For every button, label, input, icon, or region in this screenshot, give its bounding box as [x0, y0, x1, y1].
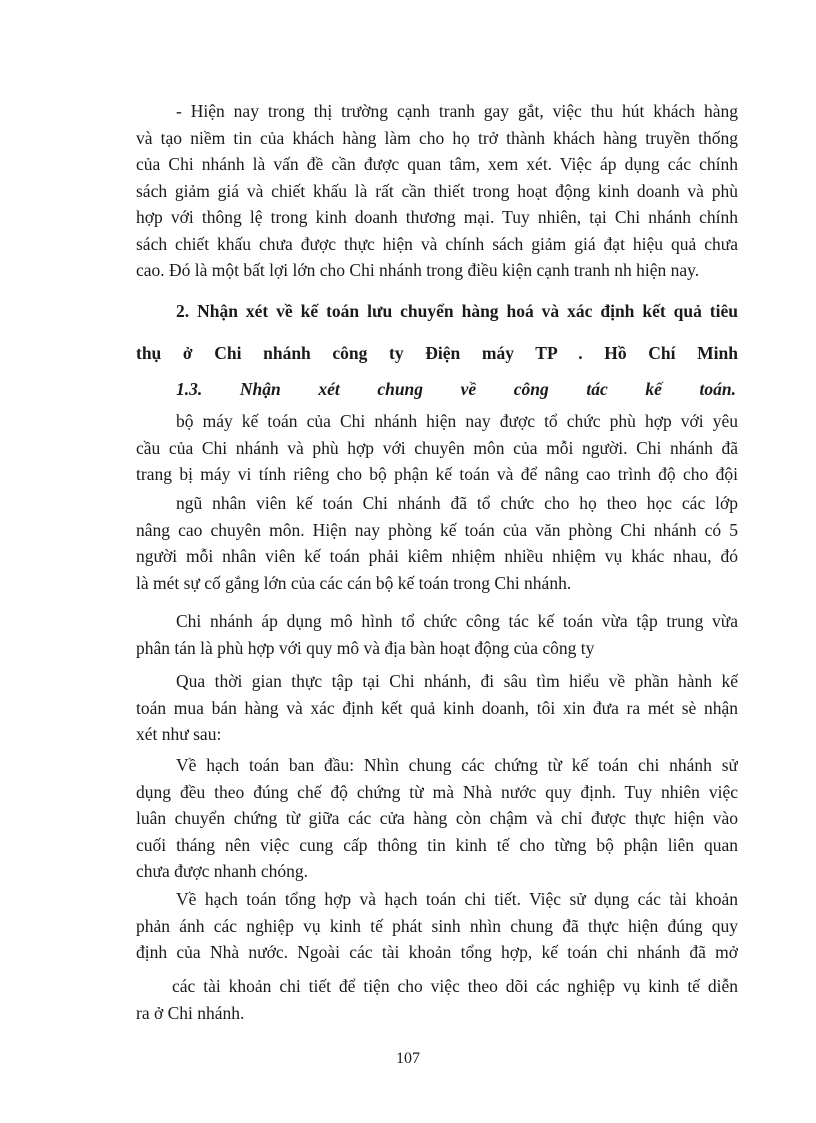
- text-line: xét như sau:: [136, 724, 222, 744]
- paragraph-competition: [136, 98, 738, 284]
- text-line: cao. Đó là một bất lợi lớn cho Chi nhánh trong điều kiện cạnh tranh nh hiện nay.: [136, 260, 700, 280]
- paragraph-detail-accounts: [136, 973, 738, 1026]
- text-line: Qua thời gian thực tập tại Chi nhánh, đi sâu tìm hiểu về phần hành kế: [176, 671, 738, 691]
- paragraph-staff: [136, 490, 738, 596]
- text-line: cầu của Chi nhánh và phù hợp với chuyên môn của mỗi người. Chi nhánh đã: [136, 437, 738, 458]
- text-line: Về hạch toán ban đầu: Nhìn chung các chứng từ kế toán chi nhánh sử: [176, 755, 738, 775]
- text-line: sách chiết khấu chưa được thực hiện và chính sách giảm giá đạt hiệu quả chưa: [136, 233, 738, 254]
- heading-line: 2. Nhận xét về kế toán lưu chuyển hàng hoá và xác định kết quả tiêu: [176, 301, 738, 321]
- text-line: của Chi nhánh là vấn đề cần được quan tâm, xem xét. Việc áp dụng các chính: [136, 154, 738, 174]
- text-line: định của Nhà nước. Ngoài các tài khoản tổng hợp, kế toán chi nhánh đã mở: [136, 942, 738, 962]
- text-line: phản ánh các nghiệp vụ kinh tế phát sinh nhìn chung đã thực hiện đúng quy: [136, 915, 738, 936]
- text-line: bộ máy kế toán của Chi nhánh hiện nay được tổ chức phù hợp với yêu: [176, 411, 738, 431]
- text-line: Về hạch toán tổng hợp và hạch toán chi tiết. Việc sử dụng các tài khoản: [176, 889, 738, 909]
- paragraph-model: [136, 608, 738, 661]
- paragraph-initial-accounting: [136, 752, 738, 885]
- text-line: trang bị máy vi tính riêng cho bộ phận kế toán và để nâng cao trình độ cho đội: [136, 464, 738, 484]
- paragraph-general-accounting: [136, 886, 738, 966]
- text-line: phân tán là phù hợp với quy mô và địa bàn hoạt động của công ty: [136, 637, 595, 658]
- text-line: nâng cao chuyên môn. Hiện nay phòng kế toán của văn phòng Chi nhánh có 5: [136, 519, 738, 540]
- subsection-heading: [176, 376, 736, 402]
- paragraph-accounting-structure: [136, 408, 738, 488]
- text-line: hợp với thông lệ trong kinh doanh thương mại. Tuy nhiên, tại Chi nhánh chính: [136, 207, 738, 227]
- text-line: người mỗi nhân viên kế toán phải kiêm nhiệm nhiều nhiệm vụ khác nhau, đó: [136, 546, 738, 566]
- paragraph-internship: [136, 668, 738, 748]
- subheading-line: 1.3. Nhận xét chung về công tác kế toán.: [176, 379, 736, 399]
- text-line: ngũ nhân viên kế toán Chi nhánh đã tổ chức cho họ theo học các lớp: [176, 493, 738, 513]
- text-line: và tạo niềm tin của khách hàng làm cho họ trở thành khách hàng truyền thống: [136, 127, 738, 148]
- text-line: ra ở Chi nhánh.: [136, 1002, 245, 1023]
- section-heading: [136, 298, 738, 366]
- text-line: dụng đều theo đúng chế độ chứng từ mà Nhà nước quy định. Tuy nhiên việc: [136, 781, 738, 802]
- text-line: luân chuyển chứng từ giữa các cửa hàng còn chậm và chỉ được thực hiện vào: [136, 808, 738, 828]
- text-line: - Hiện nay trong thị trường cạnh tranh gay gắt, việc thu hút khách hàng: [176, 101, 738, 121]
- text-line: cuối tháng nên việc cung cấp thông tin kinh tế cho từng bộ phận liên quan: [136, 834, 738, 855]
- page-number: 107: [396, 1050, 420, 1067]
- text-line: sách giảm giá và chiết khấu là rất cần thiết trong hoạt động kinh doanh và phù: [136, 180, 738, 201]
- heading-line: thụ ở Chi nhánh công ty Điện máy TP . Hồ Chí Minh: [136, 343, 738, 363]
- text-line: toán mua bán hàng và xác định kết quả kinh doanh, tôi xin đưa ra mét sè nhận: [136, 697, 738, 718]
- text-line: chưa được nhanh chóng.: [136, 861, 309, 881]
- text-line: các tài khoản chi tiết để tiện cho việc theo dõi các nghiệp vụ kinh tế diễn: [172, 976, 738, 996]
- text-line: là mét sự cố gắng lớn của các cán bộ kế toán trong Chi nhánh.: [136, 572, 572, 593]
- text-line: Chi nhánh áp dụng mô hình tổ chức công tác kế toán vừa tập trung vừa: [176, 611, 738, 631]
